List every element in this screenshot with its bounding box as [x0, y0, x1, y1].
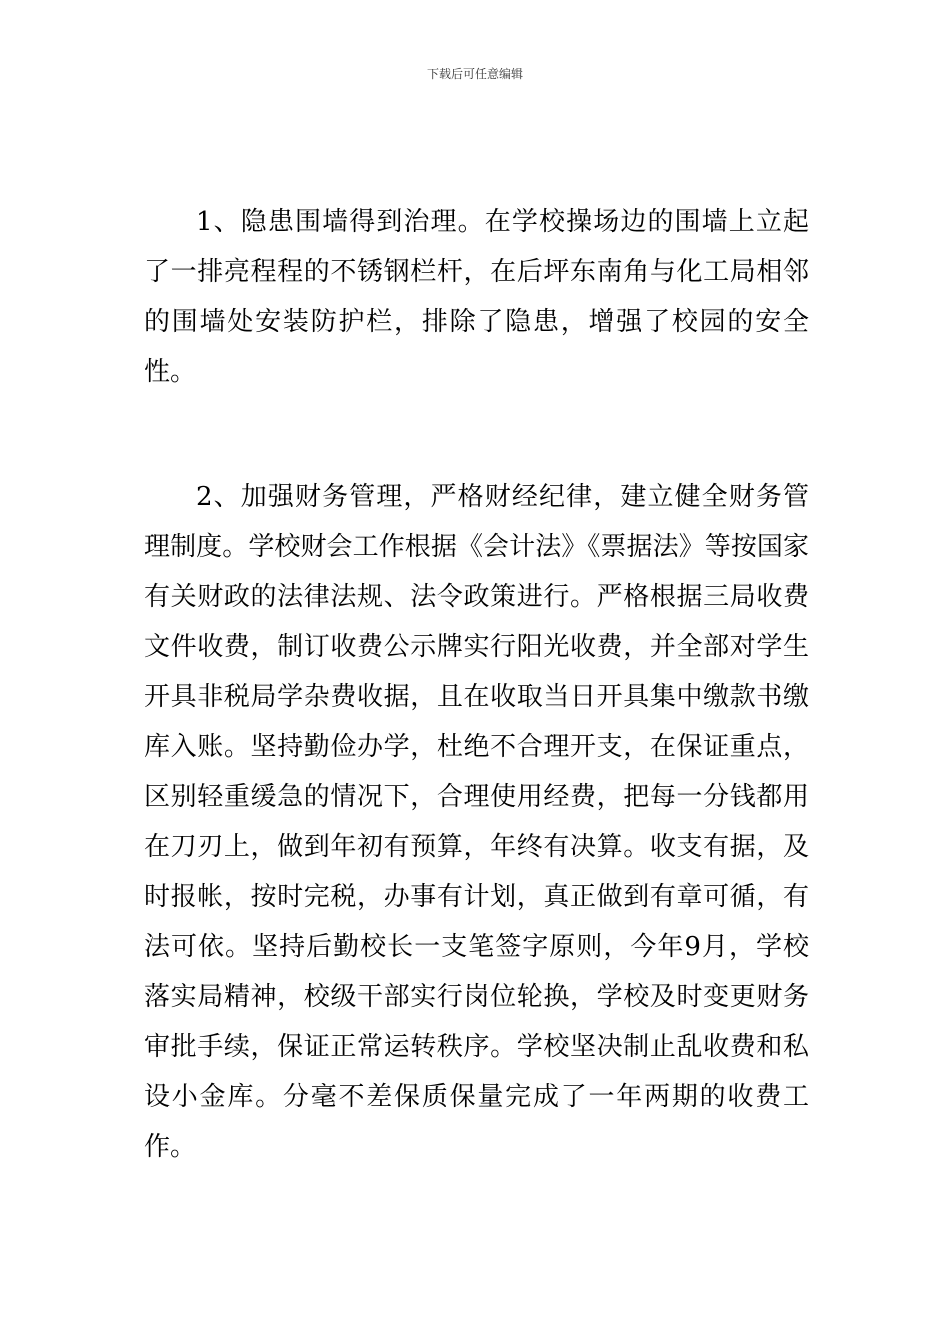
paragraph-safety-wall: 1、隐患围墙得到治理。在学校操场边的围墙上立起了一排亮程程的不锈钢栏杆，在后坪东南角与化工局相邻的围墙处安装防护栏，排除了隐患，增强了校园的安全性。 [144, 207, 809, 387]
page-header: 下载后可任意编辑 [426, 67, 523, 81]
paragraph-finance-management: 2、加强财务管理，严格财经纪律，建立健全财务管理制度。学校财会工作根据《会计法》《票据法》等按国家有关财政的法律法规、法令政策进行。严格根据三局收费文件收费，制订收费公示牌实行阳光收费，并全部对学生开具非税局学杂费收据，且在收取当日开具集中缴款书缴库入账。坚持勤俭办学，杜绝不合理开支，在保证重点，区别轻重缓急的情况下，合理使用经费，把每一分钱都用在刀刃上，做到年初有预算，年终有决算。收支有据，及时报帐，按时完税，办事有计划，真正做到有章可循，有法可依。坚持后勤校长一支笔签字原则，今年9月，学校落实局精神，校级干部实行岗位轮换，学校及时变更财务审批手续，保证正常运转秩序。学校坚决制止乱收费和私设小金库。分毫不差保质保量完成了一年两期的收费工作。 [144, 482, 809, 1162]
